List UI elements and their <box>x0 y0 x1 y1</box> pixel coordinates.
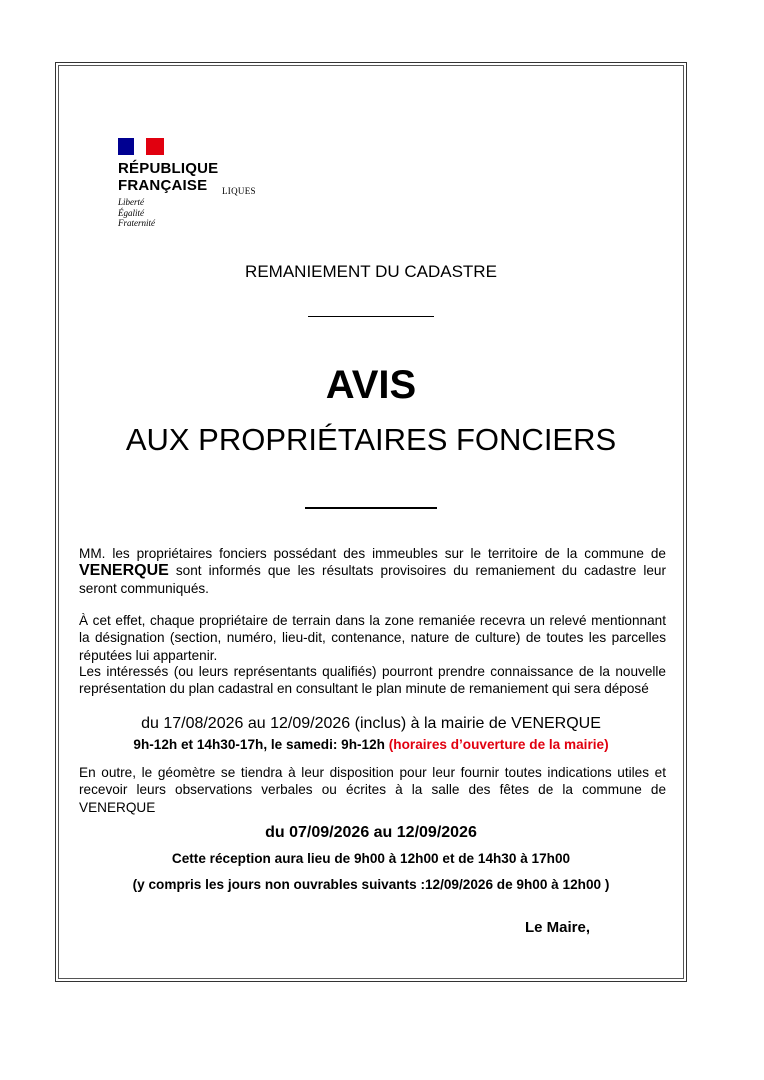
paragraph-releve: À cet effet, chaque propriétaire de terrain dans la zone remaniée recevra un relevé mentionnant la désignation (section, numéro, lieu-dit, contenance, nature de culture) de toutes les parcelles réputées lui appartenir. <box>79 613 666 663</box>
paragraph-consultation: Les intéressés (ou leurs représentants qualifiés) pourront prendre connaissance de la nouvelle représentation du plan cadastral en consultant le plan minute de remaniement qui sera déposé <box>79 664 666 697</box>
reception-hours: Cette réception aura lieu de 9h00 à 12h00 et de 14h30 à 17h00 <box>171 851 571 866</box>
deposit-dates: du 17/08/2026 au 12/09/2026 (inclus) à la mairie de VENERQUE <box>141 715 601 732</box>
page-title: AVIS <box>325 363 417 407</box>
reception-dates: du 07/09/2026 au 12/09/2026 <box>265 824 477 841</box>
non-working-days-note: (y compris les jours non ouvrables suivants :12/09/2026 de 9h00 à 12h00 ) <box>132 877 610 892</box>
page-title-secondary: AUX PROPRIÉTAIRES FONCIERS <box>125 422 617 457</box>
republique-francaise-logo <box>118 138 218 229</box>
divider <box>308 316 434 317</box>
commune-name: VENERQUE <box>79 562 169 580</box>
signature: Le Maire, <box>525 919 591 936</box>
french-flag-icon <box>118 138 164 155</box>
opening-hours: 9h-12h et 14h30-17h, le samedi: 9h-12h (horaires d’ouverture de la mairie) <box>133 737 609 752</box>
opening-hours-note: (horaires d’ouverture de la mairie) <box>388 737 609 752</box>
subtitle: REMANIEMENT DU CADASTRE <box>245 262 497 281</box>
divider <box>305 507 437 509</box>
paragraph-intro: MM. les propriétaires fonciers possédant des immeubles sur le territoire de la commune de VENERQUE sont informés que les résultats provisoires du remaniement du cadastre leur seront communiqués. <box>79 546 666 596</box>
paragraph-geometre: En outre, le géomètre se tiendra à leur disposition pour leur fournir toutes indications utiles et recevoir leurs observations verbales ou écrites à la salle des fêtes de la commune de VENERQUE <box>79 765 666 815</box>
logo-department: LIQUES <box>222 186 256 196</box>
logo-motto: Liberté Égalité Fraternité <box>118 197 155 228</box>
logo-name: RÉPUBLIQUE FRANÇAISE <box>118 160 219 194</box>
